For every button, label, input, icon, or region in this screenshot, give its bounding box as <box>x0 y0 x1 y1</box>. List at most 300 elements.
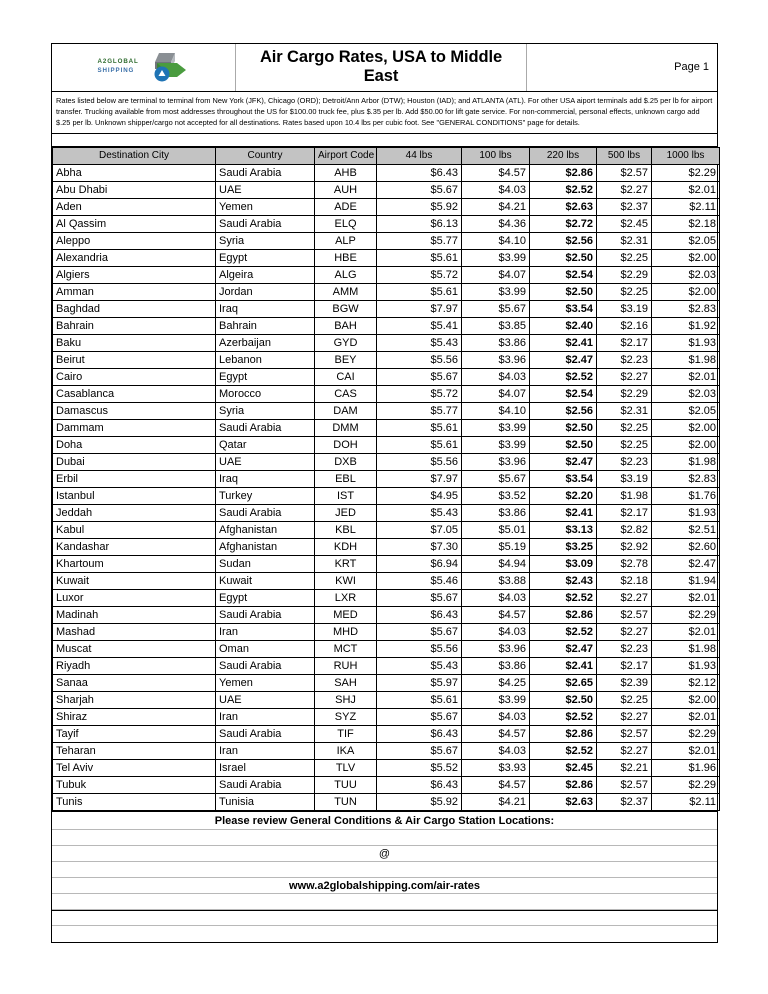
cell-country: Egypt <box>216 249 315 266</box>
cell-rate-500: $2.39 <box>597 674 652 691</box>
cell-rate-44: $5.92 <box>377 793 462 810</box>
cell-country: Bahrain <box>216 317 315 334</box>
cell-rate-500: $2.23 <box>597 351 652 368</box>
cell-rate-500: $3.19 <box>597 470 652 487</box>
cell-airport-code: GYD <box>315 334 377 351</box>
table-row <box>53 555 720 572</box>
cell-airport-code: SAH <box>315 674 377 691</box>
cell-rate-500: $2.25 <box>597 436 652 453</box>
column-header-destination-city: Destination City <box>53 147 216 164</box>
cell-destination-city: Algiers <box>53 266 216 283</box>
cell-airport-code: KWI <box>315 572 377 589</box>
cell-rate-220: $2.54 <box>530 385 597 402</box>
cell-airport-code: KDH <box>315 538 377 555</box>
cell-rate-500: $2.18 <box>597 572 652 589</box>
cell-rate-100: $3.99 <box>462 249 530 266</box>
cell-rate-220: $2.50 <box>530 419 597 436</box>
table-row <box>53 266 720 283</box>
cell-rate-220: $2.52 <box>530 708 597 725</box>
cell-rate-44: $5.92 <box>377 198 462 215</box>
cell-destination-city: Amman <box>53 283 216 300</box>
cell-rate-500: $2.29 <box>597 385 652 402</box>
cell-rate-44: $6.43 <box>377 164 462 181</box>
table-row <box>53 623 720 640</box>
cell-rate-44: $5.67 <box>377 742 462 759</box>
cell-destination-city: Doha <box>53 436 216 453</box>
table-row <box>53 572 720 589</box>
cell-rate-44: $7.30 <box>377 538 462 555</box>
cell-destination-city: Al Qassim <box>53 215 216 232</box>
cell-rate-44: $5.61 <box>377 283 462 300</box>
table-row <box>53 232 720 249</box>
cell-country: Saudi Arabia <box>216 215 315 232</box>
cell-rate-500: $2.17 <box>597 334 652 351</box>
air-cargo-rates-table <box>52 147 720 811</box>
table-row <box>53 198 720 215</box>
a2global-shipping-logo <box>96 49 192 85</box>
cell-airport-code: KBL <box>315 521 377 538</box>
table-row <box>53 759 720 776</box>
cell-airport-code: SYZ <box>315 708 377 725</box>
rates-disclaimer-text: Rates listed below are terminal to terminal from New York (JFK), Chicago (ORD); Detroit/Ann Arbor (DTW); Houston (IAD); and ATLANTA (ATL). For other USA aiport terminals add $.25 per lb for airport transfer. Trucking available from most addresses throughout the US for $100.00 truck fee, plus $.35 per lb. Add $50.00 for lift gate service. For non-commercial, personal effects, unknown cargo add $.25 per lb. Unknown shipper/cargo not accepted for all destinations. Rates based upon 10.4 lbs per cubic foot. See "GENERAL CONDITIONS" page for details. <box>56 95 713 128</box>
cell-rate-220: $2.50 <box>530 436 597 453</box>
cell-rate-44: $4.95 <box>377 487 462 504</box>
table-row <box>53 419 720 436</box>
table-body <box>53 164 720 810</box>
cell-rate-220: $2.86 <box>530 725 597 742</box>
cell-rate-220: $2.63 <box>530 198 597 215</box>
cell-rate-220: $3.13 <box>530 521 597 538</box>
at-symbol-row: @ <box>52 846 717 862</box>
cell-rate-44: $5.72 <box>377 385 462 402</box>
cell-country: Turkey <box>216 487 315 504</box>
table-row <box>53 606 720 623</box>
cell-rate-100: $3.96 <box>462 351 530 368</box>
table-row <box>53 742 720 759</box>
cell-rate-220: $2.86 <box>530 776 597 793</box>
cell-rate-1000: $2.83 <box>652 470 720 487</box>
cell-rate-44: $5.52 <box>377 759 462 776</box>
cell-rate-500: $2.92 <box>597 538 652 555</box>
cell-rate-44: $5.41 <box>377 317 462 334</box>
table-row <box>53 487 720 504</box>
cell-country: Tunisia <box>216 793 315 810</box>
table-row <box>53 300 720 317</box>
logo-cell <box>52 44 236 91</box>
cell-rate-500: $2.27 <box>597 181 652 198</box>
cell-country: Iraq <box>216 300 315 317</box>
cell-rate-500: $2.23 <box>597 640 652 657</box>
table-row <box>53 317 720 334</box>
cell-rate-1000: $1.93 <box>652 657 720 674</box>
cell-rate-1000: $2.29 <box>652 725 720 742</box>
footer-blank-row-3 <box>52 894 717 910</box>
cell-rate-220: $2.20 <box>530 487 597 504</box>
cell-rate-220: $2.86 <box>530 164 597 181</box>
cell-rate-1000: $2.01 <box>652 181 720 198</box>
cell-rate-100: $3.93 <box>462 759 530 776</box>
cell-rate-1000: $1.98 <box>652 640 720 657</box>
cell-rate-1000: $2.01 <box>652 742 720 759</box>
cell-destination-city: Bahrain <box>53 317 216 334</box>
cell-country: Qatar <box>216 436 315 453</box>
cell-rate-100: $5.01 <box>462 521 530 538</box>
table-row <box>53 453 720 470</box>
cell-airport-code: TIF <box>315 725 377 742</box>
cell-rate-220: $3.54 <box>530 300 597 317</box>
table-row <box>53 334 720 351</box>
cell-country: Iran <box>216 708 315 725</box>
cell-rate-100: $3.52 <box>462 487 530 504</box>
cell-rate-100: $4.10 <box>462 402 530 419</box>
cell-rate-1000: $2.51 <box>652 521 720 538</box>
cell-rate-500: $2.27 <box>597 708 652 725</box>
cell-country: Saudi Arabia <box>216 657 315 674</box>
cell-rate-500: $2.57 <box>597 776 652 793</box>
cell-airport-code: DAM <box>315 402 377 419</box>
table-row <box>53 283 720 300</box>
cell-rate-44: $5.77 <box>377 402 462 419</box>
cell-rate-500: $2.17 <box>597 504 652 521</box>
cell-airport-code: CAS <box>315 385 377 402</box>
cell-rate-220: $2.41 <box>530 504 597 521</box>
cell-rate-1000: $1.92 <box>652 317 720 334</box>
footer-blank-row-1 <box>52 830 717 846</box>
cell-airport-code: SHJ <box>315 691 377 708</box>
cell-rate-100: $4.25 <box>462 674 530 691</box>
cell-airport-code: HBE <box>315 249 377 266</box>
cell-destination-city: Teharan <box>53 742 216 759</box>
cell-rate-1000: $2.12 <box>652 674 720 691</box>
cell-country: Saudi Arabia <box>216 419 315 436</box>
cell-destination-city: Damascus <box>53 402 216 419</box>
cell-rate-500: $2.25 <box>597 691 652 708</box>
cell-airport-code: RUH <box>315 657 377 674</box>
cell-rate-1000: $1.96 <box>652 759 720 776</box>
cell-rate-44: $5.56 <box>377 351 462 368</box>
cell-destination-city: Abha <box>53 164 216 181</box>
table-row <box>53 385 720 402</box>
cell-airport-code: BGW <box>315 300 377 317</box>
cell-country: UAE <box>216 181 315 198</box>
page-title: Air Cargo Rates, USA to Middle East <box>259 48 503 86</box>
cell-rate-500: $2.16 <box>597 317 652 334</box>
cell-country: Afghanistan <box>216 538 315 555</box>
cell-rate-44: $5.67 <box>377 589 462 606</box>
cell-rate-220: $2.56 <box>530 232 597 249</box>
cell-country: Oman <box>216 640 315 657</box>
cell-rate-1000: $2.00 <box>652 691 720 708</box>
cell-country: Egypt <box>216 368 315 385</box>
cell-rate-44: $5.97 <box>377 674 462 691</box>
table-header-row <box>53 147 720 164</box>
table-row <box>53 725 720 742</box>
cell-rate-100: $3.99 <box>462 283 530 300</box>
cell-rate-220: $3.54 <box>530 470 597 487</box>
cell-destination-city: Khartoum <box>53 555 216 572</box>
table-row <box>53 504 720 521</box>
cell-rate-500: $2.25 <box>597 249 652 266</box>
cell-rate-500: $2.31 <box>597 402 652 419</box>
cell-destination-city: Sharjah <box>53 691 216 708</box>
cell-rate-220: $2.52 <box>530 368 597 385</box>
table-row <box>53 708 720 725</box>
cell-rate-100: $3.96 <box>462 640 530 657</box>
cell-rate-500: $2.37 <box>597 198 652 215</box>
cell-destination-city: Aden <box>53 198 216 215</box>
cell-rate-44: $5.67 <box>377 708 462 725</box>
cell-airport-code: DXB <box>315 453 377 470</box>
footer-blank-row-2 <box>52 862 717 878</box>
cargo-boxes-arrows-icon <box>145 51 190 83</box>
cell-country: Yemen <box>216 198 315 215</box>
cell-airport-code: AHB <box>315 164 377 181</box>
cell-airport-code: MED <box>315 606 377 623</box>
cell-country: Iran <box>216 742 315 759</box>
cell-rate-220: $2.63 <box>530 793 597 810</box>
cell-country: Lebanon <box>216 351 315 368</box>
cell-destination-city: Mashad <box>53 623 216 640</box>
cell-destination-city: Luxor <box>53 589 216 606</box>
cell-airport-code: DOH <box>315 436 377 453</box>
cell-rate-220: $2.72 <box>530 215 597 232</box>
cell-country: Saudi Arabia <box>216 164 315 181</box>
cell-rate-44: $5.56 <box>377 640 462 657</box>
cell-rate-100: $4.94 <box>462 555 530 572</box>
cell-rate-500: $2.17 <box>597 657 652 674</box>
cell-rate-220: $2.52 <box>530 623 597 640</box>
column-header-airport-code: Airport Code <box>315 147 377 164</box>
cell-country: Egypt <box>216 589 315 606</box>
cell-country: Saudi Arabia <box>216 776 315 793</box>
table-row <box>53 691 720 708</box>
cell-rate-500: $2.57 <box>597 606 652 623</box>
logo-wordmark <box>98 58 139 76</box>
cell-rate-100: $4.03 <box>462 368 530 385</box>
table-row <box>53 657 720 674</box>
cell-rate-1000: $2.03 <box>652 385 720 402</box>
table-row <box>53 674 720 691</box>
cell-destination-city: Dubai <box>53 453 216 470</box>
cell-destination-city: Beirut <box>53 351 216 368</box>
cell-airport-code: MHD <box>315 623 377 640</box>
column-header-500-lbs: 500 lbs <box>597 147 652 164</box>
cell-country: Syria <box>216 232 315 249</box>
cell-destination-city: Madinah <box>53 606 216 623</box>
cell-rate-100: $3.99 <box>462 419 530 436</box>
cell-rate-1000: $2.60 <box>652 538 720 555</box>
cell-rate-500: $2.27 <box>597 742 652 759</box>
cell-rate-220: $2.50 <box>530 249 597 266</box>
cell-rate-500: $2.25 <box>597 283 652 300</box>
cell-rate-100: $4.21 <box>462 198 530 215</box>
table-row <box>53 351 720 368</box>
cell-rate-500: $2.31 <box>597 232 652 249</box>
cell-airport-code: ALG <box>315 266 377 283</box>
cell-country: Iraq <box>216 470 315 487</box>
cell-rate-1000: $2.05 <box>652 232 720 249</box>
table-row <box>53 368 720 385</box>
table-row <box>53 470 720 487</box>
cell-rate-1000: $2.01 <box>652 623 720 640</box>
cell-country: Sudan <box>216 555 315 572</box>
website-link[interactable]: www.a2globalshipping.com/air-rates <box>52 878 717 894</box>
cell-rate-1000: $2.47 <box>652 555 720 572</box>
cell-rate-500: $1.98 <box>597 487 652 504</box>
cell-rate-100: $4.57 <box>462 164 530 181</box>
rates-disclaimer-block <box>52 92 717 134</box>
cell-destination-city: Erbil <box>53 470 216 487</box>
cell-rate-1000: $2.11 <box>652 198 720 215</box>
table-row <box>53 521 720 538</box>
cell-country: Kuwait <box>216 572 315 589</box>
cell-rate-1000: $2.29 <box>652 776 720 793</box>
cell-rate-1000: $2.83 <box>652 300 720 317</box>
cell-rate-220: $2.52 <box>530 589 597 606</box>
cell-rate-100: $3.99 <box>462 436 530 453</box>
cell-rate-500: $2.57 <box>597 164 652 181</box>
column-header-44-lbs: 44 lbs <box>377 147 462 164</box>
cell-rate-500: $2.82 <box>597 521 652 538</box>
cell-rate-100: $4.57 <box>462 725 530 742</box>
cell-rate-100: $3.99 <box>462 691 530 708</box>
cell-rate-1000: $2.00 <box>652 283 720 300</box>
rate-sheet-page <box>51 43 718 943</box>
cell-country: Israel <box>216 759 315 776</box>
cell-rate-220: $2.54 <box>530 266 597 283</box>
cell-rate-44: $6.43 <box>377 776 462 793</box>
cell-rate-220: $2.65 <box>530 674 597 691</box>
cell-country: Saudi Arabia <box>216 725 315 742</box>
footer-blank-row-5 <box>52 926 717 942</box>
table-row <box>53 640 720 657</box>
cell-destination-city: Shiraz <box>53 708 216 725</box>
cell-destination-city: Kandashar <box>53 538 216 555</box>
cell-rate-100: $4.07 <box>462 266 530 283</box>
cell-airport-code: KRT <box>315 555 377 572</box>
cell-rate-220: $2.47 <box>530 640 597 657</box>
cell-rate-500: $2.57 <box>597 725 652 742</box>
table-row <box>53 589 720 606</box>
table-row <box>53 436 720 453</box>
cell-rate-1000: $2.00 <box>652 249 720 266</box>
cell-destination-city: Jeddah <box>53 504 216 521</box>
cell-rate-100: $3.86 <box>462 657 530 674</box>
cell-rate-500: $2.27 <box>597 589 652 606</box>
cell-rate-220: $2.41 <box>530 657 597 674</box>
cell-rate-220: $2.52 <box>530 181 597 198</box>
cell-rate-44: $5.43 <box>377 657 462 674</box>
cell-rate-220: $2.41 <box>530 334 597 351</box>
cell-rate-1000: $2.18 <box>652 215 720 232</box>
cell-country: Jordan <box>216 283 315 300</box>
logo-wordmark-line1: A2GLOBAL <box>97 58 139 66</box>
cell-destination-city: Riyadh <box>53 657 216 674</box>
cell-rate-44: $5.43 <box>377 334 462 351</box>
cell-rate-100: $3.88 <box>462 572 530 589</box>
cell-airport-code: JED <box>315 504 377 521</box>
cell-rate-44: $7.97 <box>377 300 462 317</box>
cell-rate-220: $2.43 <box>530 572 597 589</box>
cell-rate-1000: $2.29 <box>652 606 720 623</box>
cell-destination-city: Cairo <box>53 368 216 385</box>
cell-destination-city: Abu Dhabi <box>53 181 216 198</box>
cell-rate-100: $3.85 <box>462 317 530 334</box>
cell-rate-100: $4.36 <box>462 215 530 232</box>
cell-rate-1000: $2.01 <box>652 368 720 385</box>
cell-rate-220: $2.86 <box>530 606 597 623</box>
cell-rate-100: $4.57 <box>462 606 530 623</box>
table-row <box>53 776 720 793</box>
table-row <box>53 402 720 419</box>
cell-airport-code: CAI <box>315 368 377 385</box>
cell-destination-city: Tunis <box>53 793 216 810</box>
column-header-1000-lbs: 1000 lbs <box>652 147 720 164</box>
cell-rate-44: $5.77 <box>377 232 462 249</box>
cell-rate-1000: $2.11 <box>652 793 720 810</box>
cell-rate-1000: $1.98 <box>652 453 720 470</box>
cell-rate-100: $4.57 <box>462 776 530 793</box>
cell-rate-1000: $2.29 <box>652 164 720 181</box>
cell-rate-100: $4.10 <box>462 232 530 249</box>
cell-rate-100: $3.86 <box>462 504 530 521</box>
cell-airport-code: ALP <box>315 232 377 249</box>
title-cell <box>236 44 527 91</box>
logo-wordmark-line2: SHIPPING <box>97 67 135 75</box>
cell-airport-code: EBL <box>315 470 377 487</box>
cell-rate-44: $6.13 <box>377 215 462 232</box>
cell-rate-1000: $1.93 <box>652 504 720 521</box>
cell-destination-city: Tubuk <box>53 776 216 793</box>
cell-rate-500: $2.27 <box>597 623 652 640</box>
table-header <box>53 147 720 164</box>
cell-country: Iran <box>216 623 315 640</box>
cell-airport-code: ADE <box>315 198 377 215</box>
cell-destination-city: Aleppo <box>53 232 216 249</box>
table-row <box>53 538 720 555</box>
cell-airport-code: BAH <box>315 317 377 334</box>
page-number: Page 1 <box>674 61 709 74</box>
cell-airport-code: TUU <box>315 776 377 793</box>
cell-destination-city: Kabul <box>53 521 216 538</box>
cell-rate-100: $4.03 <box>462 742 530 759</box>
header-table-spacer <box>52 134 717 147</box>
cell-rate-44: $5.67 <box>377 181 462 198</box>
cell-rate-1000: $2.01 <box>652 708 720 725</box>
cell-country: UAE <box>216 453 315 470</box>
cell-rate-44: $6.94 <box>377 555 462 572</box>
cell-rate-44: $6.43 <box>377 725 462 742</box>
cell-destination-city: Sanaa <box>53 674 216 691</box>
table-row <box>53 793 720 810</box>
cell-rate-1000: $2.05 <box>652 402 720 419</box>
cell-airport-code: IST <box>315 487 377 504</box>
cell-country: Syria <box>216 402 315 419</box>
column-header-220-lbs: 220 lbs <box>530 147 597 164</box>
cell-airport-code: AUH <box>315 181 377 198</box>
page-header <box>52 44 717 92</box>
cell-rate-44: $5.56 <box>377 453 462 470</box>
cell-rate-100: $4.07 <box>462 385 530 402</box>
cell-rate-500: $2.23 <box>597 453 652 470</box>
cell-destination-city: Dammam <box>53 419 216 436</box>
table-row <box>53 249 720 266</box>
cell-rate-1000: $1.94 <box>652 572 720 589</box>
cell-rate-1000: $1.76 <box>652 487 720 504</box>
cell-airport-code: TLV <box>315 759 377 776</box>
cell-destination-city: Tayif <box>53 725 216 742</box>
cell-rate-1000: $2.03 <box>652 266 720 283</box>
